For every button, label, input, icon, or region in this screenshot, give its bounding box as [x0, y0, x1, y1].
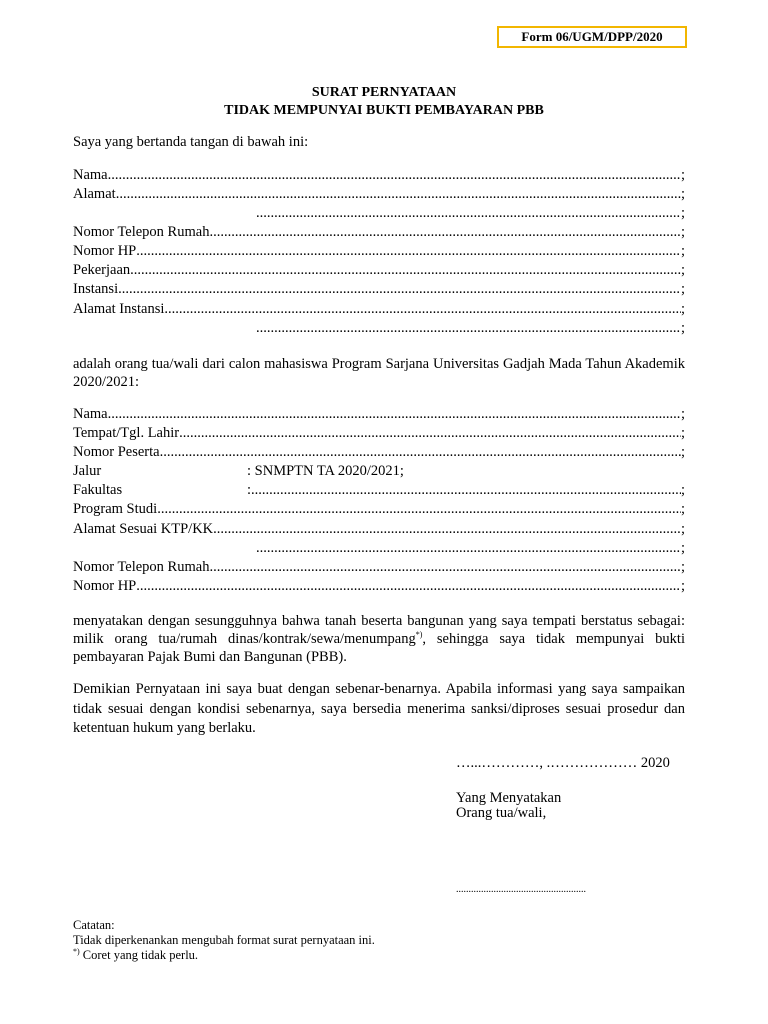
- intro-text: Saya yang bertanda tangan di bawah ini:: [73, 134, 309, 150]
- dotted-fill: [108, 166, 681, 185]
- semicolon: ;: [680, 559, 685, 575]
- student-prodi-field[interactable]: [73, 500, 685, 519]
- signer-role: Orang tua/wali,: [456, 805, 547, 821]
- form-code: Form 06/UGM/DPP/2020: [521, 29, 663, 44]
- semicolon: ;: [680, 482, 685, 498]
- parent-nama-field[interactable]: [73, 166, 685, 185]
- parent-instansi-field[interactable]: [73, 280, 685, 299]
- field-label: Alamat: [73, 186, 116, 202]
- closing-paragraph: Demikian Pernyataan ini saya buat dengan sebenar-benarnya. Apabila informasi yang saya sampaikan tidak sesuai dengan kondisi sebenarnya, saya bersedia menerima sanksi/diproses sesuai prosedur dan ketentuan hukum yang berlaku.: [73, 681, 685, 736]
- semicolon: ;: [680, 301, 685, 317]
- field-label: Alamat Sesuai KTP/KK: [73, 521, 214, 537]
- semicolon: ;: [680, 444, 685, 460]
- semicolon: ;: [680, 224, 685, 240]
- date-place-line: …...…………, .……………… 2020: [456, 755, 670, 771]
- field-label: Nomor Peserta: [73, 444, 160, 460]
- parent-pekerjaan-field[interactable]: [73, 261, 685, 280]
- note-line-2: [73, 948, 198, 963]
- dotted-fill: [256, 319, 681, 338]
- dotted-fill: [136, 577, 681, 596]
- field-label: Nomor Telepon Rumah: [73, 224, 210, 240]
- parent-hp-field[interactable]: [73, 242, 685, 261]
- dotted-fill: [256, 539, 681, 558]
- dotted-fill: [209, 223, 681, 242]
- semicolon: ;: [680, 425, 685, 441]
- student-hp-field[interactable]: [73, 577, 685, 596]
- note-title: Catatan:: [73, 918, 115, 932]
- jalur-value: : SNMPTN TA 2020/2021;: [247, 463, 404, 479]
- signature-line[interactable]: ....................................................: [456, 884, 586, 895]
- field-label: Nama: [73, 167, 108, 183]
- field-label: Instansi: [73, 281, 119, 297]
- semicolon: ;: [680, 205, 685, 221]
- semicolon: ;: [680, 540, 685, 556]
- parent-alamat-instansi-continuation[interactable]: [256, 319, 685, 338]
- semicolon: ;: [680, 281, 685, 297]
- semicolon: ;: [680, 243, 685, 259]
- dotted-fill: [179, 424, 681, 443]
- dotted-fill: [160, 443, 681, 462]
- student-telepon-field[interactable]: [73, 558, 685, 577]
- form-code-box: [497, 26, 687, 48]
- field-label: Nomor HP: [73, 578, 137, 594]
- title-line-2: TIDAK MEMPUNYAI BUKTI PEMBAYARAN PBB: [224, 103, 544, 118]
- field-label: Nomor HP: [73, 243, 137, 259]
- dotted-fill: [130, 261, 681, 280]
- dotted-fill: [213, 520, 681, 539]
- dotted-fill: [157, 500, 681, 519]
- semicolon: ;: [680, 406, 685, 422]
- title-line-1: SURAT PERNYATAAN: [311, 85, 457, 100]
- semicolon: ;: [680, 501, 685, 517]
- parent-alamat-instansi-field[interactable]: [73, 300, 685, 319]
- note-line-2-text: Coret yang tidak perlu.: [79, 948, 199, 962]
- student-nama-field[interactable]: [73, 405, 685, 424]
- field-label: Tempat/Tgl. Lahir: [73, 425, 180, 441]
- dotted-fill: [118, 280, 681, 299]
- dotted-fill: [116, 185, 681, 204]
- field-label: Nama: [73, 406, 108, 422]
- student-jalur-field: [73, 462, 685, 481]
- field-label: Jalur: [73, 463, 102, 479]
- signer-title: Yang Menyatakan: [456, 790, 562, 806]
- parent-telepon-field[interactable]: [73, 223, 685, 242]
- student-alamat-ktp-continuation[interactable]: [256, 539, 685, 558]
- note-line-1: Tidak diperkenankan mengubah format surat pernyataan ini.: [73, 933, 375, 947]
- footnote-marker: *): [415, 630, 423, 640]
- parent-alamat-field[interactable]: [73, 185, 685, 204]
- parent-alamat-continuation[interactable]: [256, 204, 685, 223]
- semicolon: ;: [680, 320, 685, 336]
- semicolon: ;: [680, 186, 685, 202]
- dotted-fill: [251, 481, 681, 500]
- field-label: Pekerjaan: [73, 262, 131, 278]
- middle-paragraph: adalah orang tua/wali dari calon mahasiswa Program Sarjana Universitas Gadjah Mada Tahun Akademik 2020/2021:: [73, 356, 685, 390]
- colon: :: [247, 482, 252, 498]
- statement-text-2: , sehingga saya tidak mempunyai bukti pembayaran Pajak Bumi dan Bangunan (PBB).: [73, 631, 685, 665]
- statement-paragraph: [73, 612, 685, 666]
- field-label: Nomor Telepon Rumah: [73, 559, 210, 575]
- footnote-marker: *): [73, 946, 80, 956]
- dotted-fill: [164, 300, 681, 319]
- field-label: Alamat Instansi: [73, 301, 165, 317]
- dotted-fill: [209, 558, 681, 577]
- dotted-fill: [136, 242, 681, 261]
- dotted-fill: [256, 204, 681, 223]
- field-label: Program Studi: [73, 501, 158, 517]
- semicolon: ;: [680, 578, 685, 594]
- student-alamat-ktp-field[interactable]: [73, 520, 685, 539]
- student-peserta-field[interactable]: [73, 443, 685, 462]
- semicolon: ;: [680, 262, 685, 278]
- dotted-fill: [108, 405, 681, 424]
- semicolon: ;: [680, 521, 685, 537]
- field-label: Fakultas: [73, 482, 123, 498]
- student-ttl-field[interactable]: [73, 424, 685, 443]
- student-fakultas-field[interactable]: [73, 481, 685, 500]
- statement-text-1: menyatakan dengan sesungguhnya bahwa tanah beserta bangunan yang saya tempati berstatus sebagai: milik orang tua/rumah dinas/kontrak/sewa/menumpang: [73, 613, 685, 647]
- semicolon: ;: [680, 167, 685, 183]
